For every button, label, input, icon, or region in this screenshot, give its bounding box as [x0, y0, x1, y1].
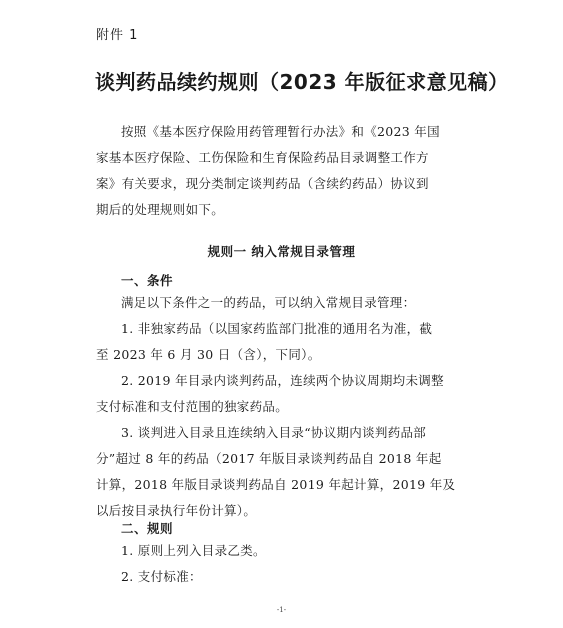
condition-item-3	[96, 420, 460, 524]
condition-item-line: 以后按目录执行年份计算）。	[96, 503, 257, 518]
condition-item-line: 1. 非独家药品（以国家药监部门批准的通用名为准，截	[121, 321, 433, 336]
condition-item-line: 至 2023 年 6 月 30 日（含），下同）。	[96, 347, 321, 362]
intro-line: 按照《基本医疗保险用药管理暂行办法》和《2023 年国	[121, 124, 440, 139]
rules-list	[96, 538, 460, 590]
condition-item-line: 2. 2019 年目录内谈判药品，连续两个协议周期均未调整	[121, 373, 444, 388]
page-number: -1-	[276, 606, 287, 614]
condition-item-2	[96, 368, 460, 420]
attachment-label: 附件 1	[96, 28, 139, 43]
intro-line: 家基本医疗保险、工伤保险和生育保险药品目录调整工作方	[96, 150, 429, 165]
document-title: 谈判药品续约规则（2023 年版征求意见稿）	[95, 70, 509, 94]
rule-item: 1. 原则上列入目录乙类。	[121, 543, 266, 558]
rule1-heading: 规则一 纳入常规目录管理	[207, 244, 356, 259]
section-rules-heading: 二、规则	[121, 521, 174, 536]
condition-item-line: 计算，2018 年版目录谈判药品自 2019 年起计算，2019 年及	[96, 477, 456, 492]
section-conditions-heading: 一、条件	[121, 273, 174, 288]
conditions-intro	[96, 290, 460, 316]
condition-item-1	[96, 316, 460, 368]
rule-item: 2. 支付标准：	[121, 569, 202, 584]
intro-paragraph	[96, 119, 460, 223]
condition-item-line: 分”超过 8 年的药品（2017 年版目录谈判药品自 2018 年起	[96, 451, 442, 466]
intro-line: 案》有关要求，现分类制定谈判药品（含续约药品）协议到	[96, 176, 429, 191]
intro-line: 期后的处理规则如下。	[96, 202, 225, 217]
conditions-intro-line: 满足以下条件之一的药品，可以纳入常规目录管理：	[121, 295, 416, 310]
condition-item-line: 3. 谈判进入目录且连续纳入目录“协议期内谈判药品部	[121, 425, 427, 440]
condition-item-line: 支付标准和支付范围的独家药品。	[96, 399, 289, 414]
